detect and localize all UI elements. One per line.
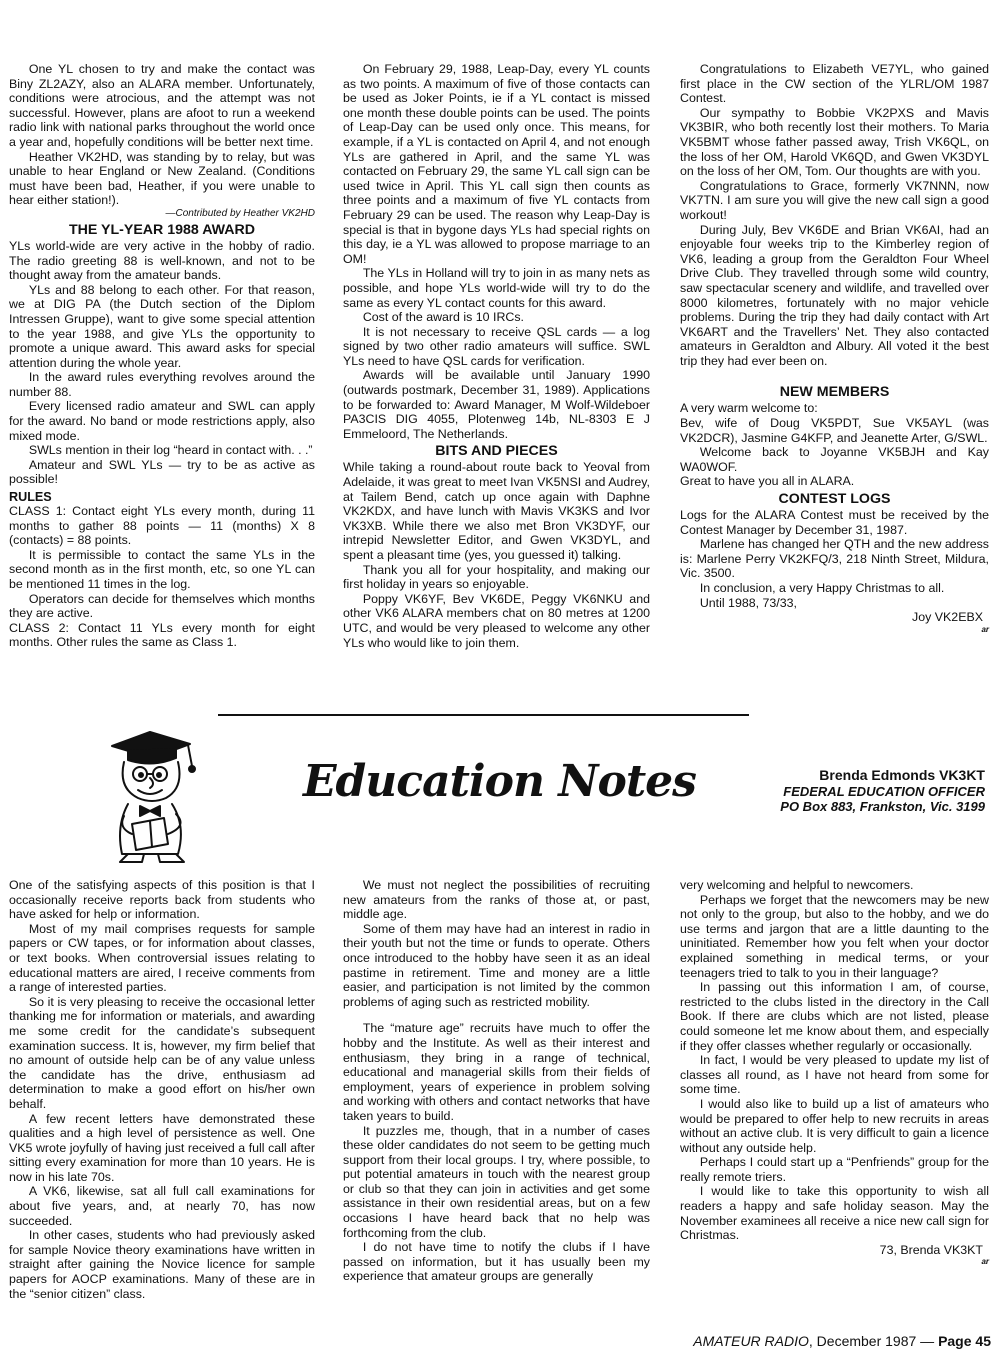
author-title: FEDERAL EDUCATION OFFICER xyxy=(783,783,985,799)
professor-mascot-icon xyxy=(98,726,210,866)
paragraph: Some of them may have had an interest in radio in their youth but not the time or funds to operate. Others once introduced to the hobby have seen it as an ideal pastime in retirement. Time and money are a little easier, and participation is not limited by the common problems of aging such as restricted mobility. xyxy=(343,921,650,1009)
paragraph: It is not necessary to receive QSL cards — a log signed by two other radio amateurs will suffice. SWL YLs need to have QSL cards for verification. xyxy=(343,324,650,368)
education-column-3 xyxy=(680,878,989,1266)
paragraph: Awards will be available until January 1990 (outwards postmark, December 31, 1989). Applications to be forwarded to: Award Manager, M Wolf-Wildeboer PA3CIS DIG 4055, Plotenweg 14b, NL-8303 E J Emmeloord, The Netherlands. xyxy=(343,368,650,441)
paragraph: Amateur and SWL YLs — try to be as active as possible! xyxy=(9,457,315,487)
paragraph: During July, Bev VK6DE and Brian VK6AI, had an enjoyable four weeks trip to the Kimberley region of VK6, leading a group from the Geraldton Four Wheel Drive Club. They travelled through some wild country, saw spectacular scenery and wildlife, and travelled over 8000 kilometres, fortunately with no major vehicle problems. During the trip they had daily contact with Art VK6ART and the Travellers’ Net. They also contacted amateurs in Geraldton and Albury. All voted it the best trip they had ever been on. xyxy=(680,222,989,368)
paragraph: Thank you all for your hospitality, and making our first holiday in years so enjoyable. xyxy=(343,562,650,592)
paragraph: I would also like to build up a list of amateurs who would be prepared to offer help to new recruits in areas without an active club. It is very difficult to gain a licence without any outside help. xyxy=(680,1096,989,1155)
education-column-1 xyxy=(9,878,315,1301)
paragraph: The YLs in Holland will try to join in as many nets as possible, and hope YLs world-wide will try to do the same as every YL contact counts for this award. xyxy=(343,266,650,310)
paragraph: SWLs mention in their log “heard in contact with. . .” xyxy=(28,443,313,458)
paragraph: Congratulations to Grace, formerly VK7NNN, now VK7TN. I am sure you will give the new call sign a good workout! xyxy=(680,178,989,222)
publication-name: AMATEUR RADIO xyxy=(693,1333,809,1349)
author-address: PO Box 883, Frankston, Vic. 3199 xyxy=(780,799,985,814)
paragraph: A very warm welcome to: xyxy=(680,401,818,416)
signature: Joy VK2EBX xyxy=(912,610,983,625)
paragraph: Heather VK2HD, was standing by to relay, but was unable to hear England or New Zealand. (Conditions must have been bad, Heather, if you were unable to hear either station!). xyxy=(9,149,315,208)
page-footer xyxy=(686,1333,991,1349)
paragraph: In the award rules everything revolves around the number 88. xyxy=(9,370,315,399)
alara-column-2 xyxy=(343,62,650,650)
section-divider xyxy=(218,714,749,716)
paragraph: On February 29, 1988, Leap-Day, every YL counts as two points. A maximum of five of those contacts can be used as Joker Points, ie if a YL contact is missed one month these double points can be used. The points of Leap-Day can be used only once. This means, for example, if a YL is contacted on April 4, and not enough YLs are gathered in April, and the same YL was contacted on February 29, the same YL call sign can be used twice in April. This YL call sign then counts as three points and a maximum of five YL contacts from February 29 can be used. The reason why Leap-Day is special is that in bygone days YLs had special rights on this day, ie a YL was allowed to propose marriage to an OM! xyxy=(343,62,650,266)
paragraph: It puzzles me, though, that in a number of cases these older candidates do not seem to be getting much support from their local groups. I try, where possible, to put potential amateurs in touch with the nearest group or club so that they can join in activities and get some assistance in their own residential areas, but on a few occasions I have heard back that no help was forthcoming from the club. xyxy=(343,1123,650,1240)
paragraph: In conclusion, a very Happy Christmas to all. xyxy=(699,581,945,595)
paragraph: CLASS 1: Contact eight YLs every month, during 11 months to gather 88 points — 11 (months) X 8 (contacts) = 88 points. xyxy=(9,504,315,548)
paragraph: Our sympathy to Bobbie VK2PXS and Mavis VK3BIR, who both recently lost their mothers. To Maria VK5BMT whose father passed away, Trish VK6QL, on the loss of her OM, Harold VK6QD, and Gwen VK3DYL on the loss of her OM, Tom. Our thoughts are with you. xyxy=(680,105,989,179)
heading-rules: RULES xyxy=(9,490,52,505)
paragraph: YLs and 88 belong to each other. For that reason, we at DIG PA (the Dutch section of the Diplom Intressen Gruppe), want to give some special attention to the year 1988, and give YLs the opportunity to promote a unique award. This award asks for special attention during the whole year. xyxy=(9,282,315,370)
paragraph: YLs world-wide are very active in the hobby of radio. The radio greeting 88 is well-known, and not to be thought away from the amateur bands. xyxy=(9,238,315,283)
paragraph: Most of my mail comprises requests for sample papers or CW tapes, or for information about classes, or text books. When controversial issues relating to educational matters are aired, I receive comments from a range of interested parties. xyxy=(9,921,315,995)
signature: 73, Brenda VK3KT xyxy=(879,1242,983,1257)
education-column-2 xyxy=(343,878,650,1284)
paragraph: Every licensed radio amateur and SWL can apply for the award. No band or mode restrictions apply, also mixed mode. xyxy=(9,399,315,443)
heading-yl-year-award: THE YL-YEAR 1988 AWARD xyxy=(68,221,256,238)
paragraph: Welcome back to Joyanne VK5BJH and Kay WA0WOF. xyxy=(680,445,989,474)
end-mark: ar xyxy=(981,624,989,634)
paragraph: Congratulations to Elizabeth VE7YL, who gained first place in the CW section of the YLRL/OM 1987 Contest. xyxy=(680,62,989,106)
paragraph: Marlene has changed her QTH and the new address is: Marlene Perry VK2KFQ/3, 218 Ninth Street, Mildura, Vic. 3500. xyxy=(680,537,989,581)
paragraph: Logs for the ALARA Contest must be received by the Contest Manager by December 31, 1987. xyxy=(680,508,989,537)
heading-bits-and-pieces: BITS AND PIECES xyxy=(435,443,558,460)
paragraph: very welcoming and helpful to newcomers. xyxy=(680,878,914,892)
section-title: Education Notes xyxy=(303,756,696,807)
heading-contest-logs: CONTEST LOGS xyxy=(778,491,891,508)
paragraph: One of the satisfying aspects of this position is that I occasionally receive reports back from students who have asked for help or information. xyxy=(9,878,315,922)
paragraph: It is permissible to contact the same YLs in the second month as in the first month, etc, so one YL can be mentioned 11 times in the log. xyxy=(9,547,315,591)
paragraph: Poppy VK6YF, Bev VK6DE, Peggy VK6NKU and other VK6 ALARA members chat on 80 metres at 1200 UTC, and would be very pleased to welcome any other YLs who would like to join them. xyxy=(343,591,650,650)
end-mark: ar xyxy=(981,1257,989,1267)
paragraph: One YL chosen to try and make the contact was Biny ZL2AZY, also an ALARA member. Unfortunately, conditions were atrocious, and the attempt was not successful. However, plans are afoot to run a weekend radio link with national parks throughout the world once a year and, hopefully conditions will be better next time. xyxy=(9,62,315,149)
contributor-credit: —Contributed by Heather VK2HD xyxy=(165,207,315,219)
paragraph: CLASS 2: Contact 11 YLs every month for eight months. Other rules the same as Class 1. xyxy=(9,620,315,650)
paragraph: In passing out this information I am, of course, restricted to the clubs listed in the directory in the Call Book. If there are clubs which are not listed, please could someone let me know about them, and especially if they offer classes whether regularly or occasionally. xyxy=(680,980,989,1053)
paragraph: In other cases, students who had previously asked for sample Novice theory examinations have written in straight after gaining the Novice licence for sample papers for AOCP examinations. Many of these are in the “senior citizen” class. xyxy=(9,1228,315,1301)
paragraph: We must not neglect the possibilities of recruiting new amateurs from the ranks of those at, or past, middle age. xyxy=(343,878,650,922)
author-name: Brenda Edmonds VK3KT xyxy=(819,767,985,783)
paragraph: Cost of the award is 10 IRCs. xyxy=(362,310,524,325)
paragraph: The “mature age” recruits have much to offer the hobby and the Institute. As well as their interest and enthusiasm, they bring in a range of technical, educational and managerial skills from their fields of employment, years of experience in problem solving and working with others and contact networks that have taken years to build. xyxy=(343,1021,650,1123)
paragraph: Perhaps we forget that the newcomers may be new not only to the group, but also to the hobby, and we do use terms and jargon that are a little daunting to the uninitiated. Remember how you felt when your doctor explained something in medical terms, or your teenagers tried to talk to you in their language? xyxy=(680,892,989,980)
paragraph: A VK6, likewise, sat all full call examinations for about five years, and, at nearly 70, has now succeeded. xyxy=(9,1184,315,1228)
paragraph: I do not have time to notify the clubs if I have passed on information, but it has usually been my experience that amateur groups are generally xyxy=(343,1240,650,1284)
paragraph: Perhaps I could start up a “Penfriends” group for the really remote triers. xyxy=(680,1155,989,1184)
heading-new-members: NEW MEMBERS xyxy=(779,384,890,401)
author-block xyxy=(730,768,985,815)
paragraph: While taking a round-about route back to Yeoval from Adelaide, it was great to meet Ivan VK5NSI and Audrey, at Tailem Bend, catch up once again with Daphne VK2KDX, and have lunch with Mavis VK3KS and Ivor VK3XB. While there we also met Bron VK3DYF, our intrepid Newsletter Editor, and Gwen VK3DYL, and spent a pleasant time (yes, you guessed it) talking. xyxy=(343,460,650,562)
paragraph: Until 1988, 73/33, xyxy=(699,595,797,610)
page-number: Page 45 xyxy=(938,1333,991,1349)
paragraph: So it is very pleasing to receive the occasional letter thanking me for information or materials, and awarding me some credit for the candidate’s subsequent examination success. It is, however, my firm belief that no amount of outside help can be of any value unless the candidate has the drive, enthusiasm ad determination to make a good effort on his/her own behalf. xyxy=(9,994,315,1111)
alara-column-1 xyxy=(9,62,315,650)
paragraph: A few recent letters have demonstrated these qualities and a high level of persistence as well. One VK5 wrote joyfully of having just received a full call after sitting every examination for more than 10 years. He is now in his late 70s. xyxy=(9,1111,315,1184)
alara-column-3 xyxy=(680,62,989,634)
paragraph: Operators can decide for themselves which months they are active. xyxy=(9,591,315,621)
paragraph: Great to have you all in ALARA. xyxy=(680,474,855,489)
paragraph: In fact, I would be very pleased to update my list of classes all round, as I have not heard from some for some time. xyxy=(680,1053,989,1097)
paragraph: Bev, wife of Doug VK5PDT, Sue VK5AYL (was VK2DCR), Jasmine G4KFP, and Jeanette Arter, G/SWL. xyxy=(680,416,989,445)
issue-date: , December 1987 — xyxy=(808,1333,939,1349)
paragraph: I would like to take this opportunity to wish all readers a happy and safe holiday season. May the November examinees all receive a nice new call sign for Christmas. xyxy=(680,1184,989,1243)
